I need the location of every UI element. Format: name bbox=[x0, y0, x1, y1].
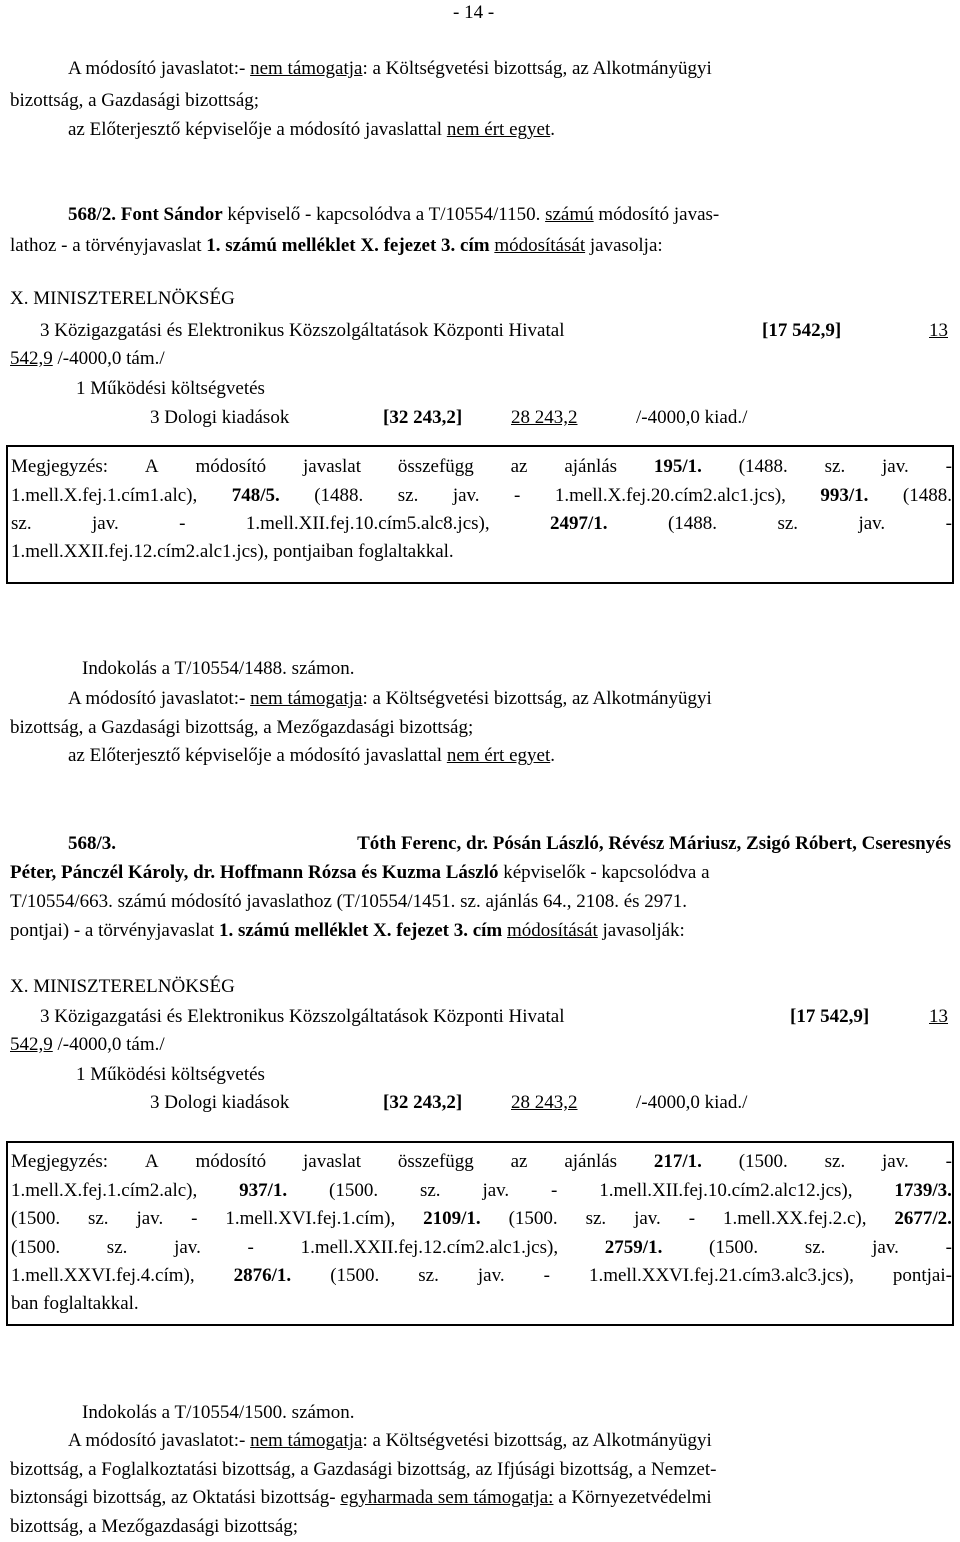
note-box bbox=[6, 445, 954, 584]
note-line: 1.mell.X.fej.1.cím1.alc), 748/5. (1488. sz. jav. - 1.mell.X.fej.20.cím2.alc1.jcs), 993/1. (1488. bbox=[11, 485, 952, 506]
page-number: - 14 - bbox=[453, 2, 495, 23]
note-line: 1.mell.XXII.fej.12.cím2.alc1.jcs), pontjaiban foglaltakkal. bbox=[11, 541, 454, 562]
note-box bbox=[6, 1141, 954, 1326]
budget-line-institution: 3 Közigazgatási és Elektronikus Közszolgáltatások Központi Hivatal bbox=[40, 1006, 565, 1027]
note-line: (1500. sz. jav. - 1.mell.XVI.fej.1.cím), 2109/1. (1500. sz. jav. - 1.mell.XX.fej.2.c), 2677/2. bbox=[11, 1208, 952, 1229]
budget-expenses-original: [32 243,2] bbox=[383, 1092, 463, 1113]
budget-line-institution: 3 Közigazgatási és Elektronikus Közszolgáltatások Központi Hivatal bbox=[40, 320, 565, 341]
note-line: ban foglaltakkal. bbox=[11, 1293, 139, 1314]
budget-new-value-cont: 542,9 /-4000,0 tám./ bbox=[10, 348, 165, 369]
presenter-opinion-line: az Előterjesztő képviselője a módosító javaslattal nem ért egyet. bbox=[68, 745, 555, 766]
note-line: Megjegyzés: A módosító javaslat összefügg az ajánlás 195/1. (1488. sz. jav. - bbox=[11, 456, 952, 477]
budget-new-value-cont: 542,9 /-4000,0 tám./ bbox=[10, 1034, 165, 1055]
note-line: 1.mell.XXVI.fej.4.cím), 2876/1. (1500. sz. jav. - 1.mell.XXVI.fej.21.cím3.alc3.jcs), pontjai- bbox=[11, 1265, 952, 1286]
budget-original-value: [17 542,9] bbox=[790, 1006, 870, 1027]
budget-title-operating: 1 Működési költségvetés bbox=[76, 378, 265, 399]
budget-new-value: 13 bbox=[929, 1006, 948, 1027]
committee-list-line: bizottság, a Mezőgazdasági bizottság; bbox=[10, 1516, 299, 1537]
budget-expenses-new: 28 243,2 bbox=[511, 407, 578, 428]
justification-ref: Indokolás a T/10554/1488. számon. bbox=[82, 658, 355, 679]
budget-title-operating: 1 Működési költségvetés bbox=[76, 1064, 265, 1085]
budget-original-value: [17 542,9] bbox=[762, 320, 842, 341]
presenter-opinion-line: az Előterjesztő képviselője a módosító javaslattal nem ért egyet. bbox=[68, 119, 555, 140]
committee-opinion-line: A módosító javaslatot:- nem támogatja: a Költségvetési bizottság, az Alkotmányügyi bbox=[68, 1430, 712, 1451]
committee-list-line: bizottság, a Gazdasági bizottság; bbox=[10, 90, 260, 111]
budget-expenses-change: /-4000,0 kiad./ bbox=[636, 1092, 748, 1113]
budget-line-expenses: 3 Dologi kiadások bbox=[150, 1092, 290, 1113]
committee-list-line: bizottság, a Gazdasági bizottság, a Mezőgazdasági bizottság; bbox=[10, 717, 474, 738]
amendment-568-2-heading: 568/2. Font Sándor képviselő - kapcsolódva a T/10554/1150. számú módosító javas- bbox=[68, 204, 720, 225]
amendment-568-3-reference: T/10554/663. számú módosító javaslathoz (T/10554/1451. sz. ajánlás 64., 2108. és 2971. bbox=[10, 891, 688, 912]
note-line: 1.mell.X.fej.1.cím2.alc), 937/1. (1500. sz. jav. - 1.mell.XII.fej.10.cím2.alc12.jcs), 1739/3. bbox=[11, 1180, 952, 1201]
budget-line-expenses: 3 Dologi kiadások bbox=[150, 407, 290, 428]
committee-list-line: biztonsági bizottság, az Oktatási bizottság- egyharmada sem támogatja: a Környezetvédelmi bbox=[10, 1487, 712, 1508]
budget-expenses-original: [32 243,2] bbox=[383, 407, 463, 428]
committee-opinion-line: A módosító javaslatot:- nem támogatja: a Költségvetési bizottság, az Alkotmányügyi bbox=[68, 58, 712, 79]
chapter-title: X. MINISZTERELNÖKSÉG bbox=[10, 976, 235, 997]
committee-list-line: bizottság, a Foglalkoztatási bizottság, a Gazdasági bizottság, az Ifjúsági bizottság, a Nemzet- bbox=[10, 1459, 717, 1480]
chapter-title: X. MINISZTERELNÖKSÉG bbox=[10, 288, 235, 309]
justification-ref: Indokolás a T/10554/1500. számon. bbox=[82, 1402, 355, 1423]
amendment-568-2-subject: lathoz - a törvényjavaslat 1. számú melléklet X. fejezet 3. cím módosítását javasolja: bbox=[10, 235, 663, 256]
note-line: Megjegyzés: A módosító javaslat összefügg az ajánlás 217/1. (1500. sz. jav. - bbox=[11, 1151, 952, 1172]
budget-new-value: 13 bbox=[929, 320, 948, 341]
committee-opinion-line: A módosító javaslatot:- nem támogatja: a Költségvetési bizottság, az Alkotmányügyi bbox=[68, 688, 712, 709]
budget-expenses-new: 28 243,2 bbox=[511, 1092, 578, 1113]
amendment-568-3-subject: pontjai) - a törvényjavaslat 1. számú melléklet X. fejezet 3. cím módosítását javasolják: bbox=[10, 920, 685, 941]
amendment-568-3-heading: 568/3. Tóth Ferenc, dr. Pósán László, Révész Máriusz, Zsigó Róbert, Cseresnyés bbox=[68, 833, 951, 854]
budget-expenses-change: /-4000,0 kiad./ bbox=[636, 407, 748, 428]
note-line: (1500. sz. jav. - 1.mell.XXII.fej.12.cím2.alc1.jcs), 2759/1. (1500. sz. jav. - bbox=[11, 1237, 952, 1258]
note-line: sz. jav. - 1.mell.XII.fej.10.cím5.alc8.jcs), 2497/1. (1488. sz. jav. - bbox=[11, 513, 952, 534]
amendment-568-3-authors: Péter, Pánczél Károly, dr. Hoffmann Rózsa és Kuzma László képviselők - kapcsolódva a bbox=[10, 862, 710, 883]
